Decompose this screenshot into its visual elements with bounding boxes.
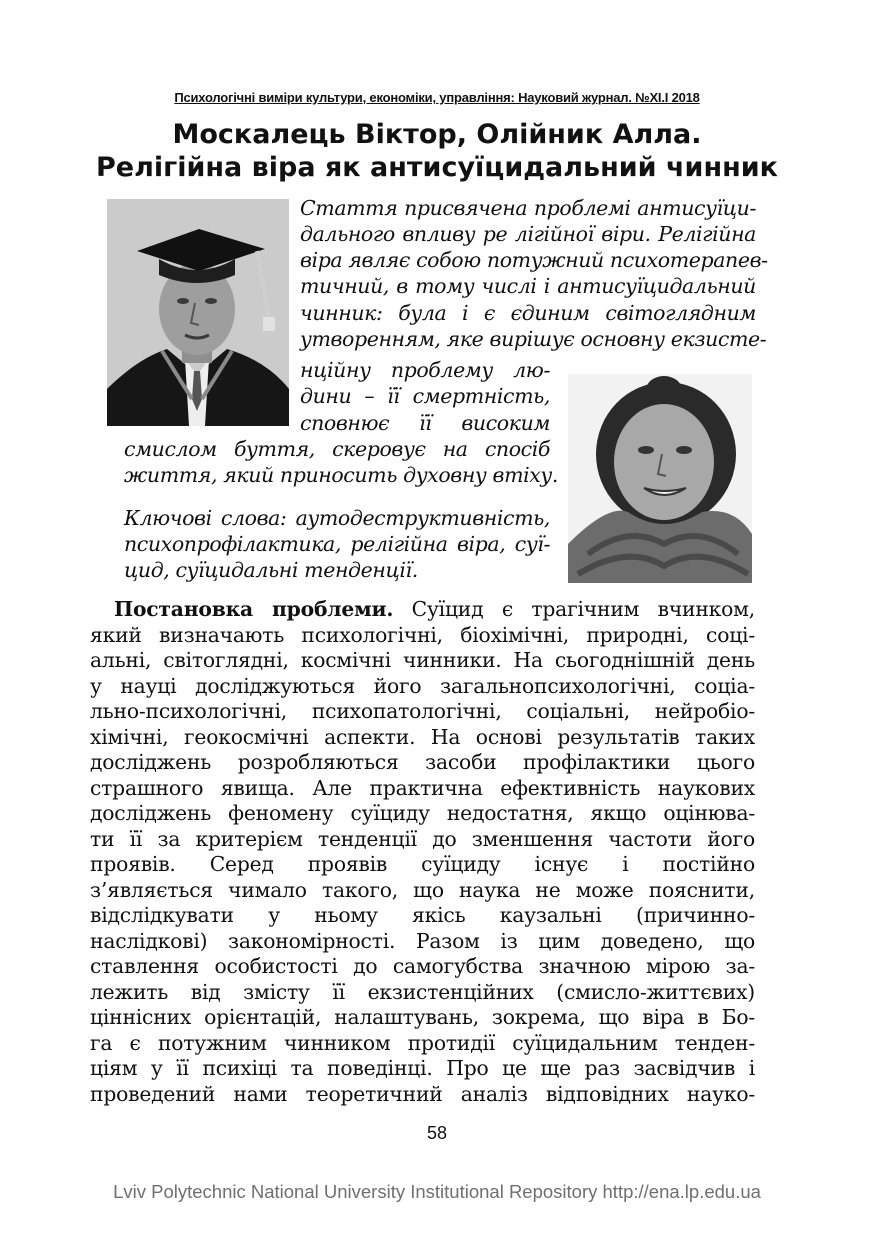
abstract-line: утворенням, яке вирішує основну екзисте- (300, 327, 767, 351)
body-line: досліджень розробляються засоби профілактики цього (90, 750, 755, 774)
body-line: ставлення особистості до самогубства значною мірою за- (90, 954, 755, 978)
body-first-line-text: Суїцид є трагічним вчинком, (393, 597, 755, 621)
abstract-line: життя, який приносить духовну втіху. (124, 463, 559, 487)
abstract-line: сповнює її високим (300, 411, 550, 435)
body-line: страшного явища. Але практична ефективність наукових (90, 776, 755, 800)
article-title-text: Релігійна віра як антисуїцидальний чинник (95, 152, 779, 183)
page-number: 58 (426, 1123, 448, 1143)
abstract-line: чинник: була і є єдиним світоглядним (300, 301, 756, 325)
body-line: наслідкові) закономірності. Разом із цим доведено, що (90, 929, 755, 953)
keywords-line: цид, суїцидальні тенденції. (124, 558, 418, 582)
abstract-line: смислом буття, скеровує на спосіб (124, 437, 550, 461)
body-line: альні, світоглядні, космічні чинники. На сьогоднішній день (90, 648, 755, 672)
body-line: лежить від змісту її екзистенційних (смисло-життєвих) (90, 980, 755, 1004)
body-line: хімічні, геокосмічні аспекти. На основі результатів таких (90, 725, 755, 749)
abstract-line: нційну проблему лю- (300, 358, 550, 382)
body-line: ти її за критерієм тенденції до зменшення частоти його (90, 827, 755, 851)
body-line: відслідкувати у ньому якісь каузальні (причинно- (90, 903, 755, 927)
body-line: ціям у її психіці та поведінці. Про це ще раз засвідчив і (90, 1056, 755, 1080)
author-photo-male (107, 199, 289, 426)
body-line: проведений нами теоретичний аналіз відповідних науко- (90, 1082, 755, 1106)
abstract-line: дального впливу ре лігійної віри. Релігійна (300, 222, 756, 246)
running-header: Психологічні виміри культури, економіки, управління: Науковий журнал. №XI.I 2018 (174, 90, 700, 105)
body-line: льно-психологічні, психопатологічні, соціальні, нейробіо- (90, 699, 755, 723)
body-line: досліджень феномену суїциду недостатня, якщо оцінюва- (90, 801, 755, 825)
abstract-line: Стаття присвячена проблемі антисуїци- (300, 196, 756, 220)
article-authors: Москалець Віктор, Олійник Алла. (172, 119, 702, 150)
abstract-line: тичний, в тому числі і антисуїцидальний (300, 274, 756, 298)
keywords-line: психопрофілактика, релігійна віра, суї- (124, 532, 550, 556)
abstract-line: віра являє собою потужний психотерапев- (300, 248, 768, 272)
section-heading: Постановка проблеми. (114, 597, 394, 621)
body-line: га є потужним чинником протидії суїцидальним тенден- (90, 1031, 755, 1055)
body-first-line (114, 597, 755, 621)
body-line: ціннісних орієнтацій, налаштувань, зокрема, що віра в Бо- (90, 1005, 755, 1029)
repository-footer: Lviv Polytechnic National University Institutional Repository http://ena.lp.edu.ua (113, 1181, 761, 1202)
body-line: з’являється чимало такого, що наука не може пояснити, (90, 878, 755, 902)
abstract-line: дини – її смертність, (300, 384, 550, 408)
body-line: проявів. Серед проявів суїциду існує і постійно (90, 852, 755, 876)
article-title (40, 118, 834, 184)
keywords-line: Ключові слова: аутодеструктивність, (124, 506, 550, 530)
body-line: у науці досліджуються його загальнопсихологічні, соціа- (90, 674, 755, 698)
body-line: який визначають психологічні, біохімічні, природні, соці- (90, 623, 755, 647)
author-photo-female (568, 374, 752, 583)
